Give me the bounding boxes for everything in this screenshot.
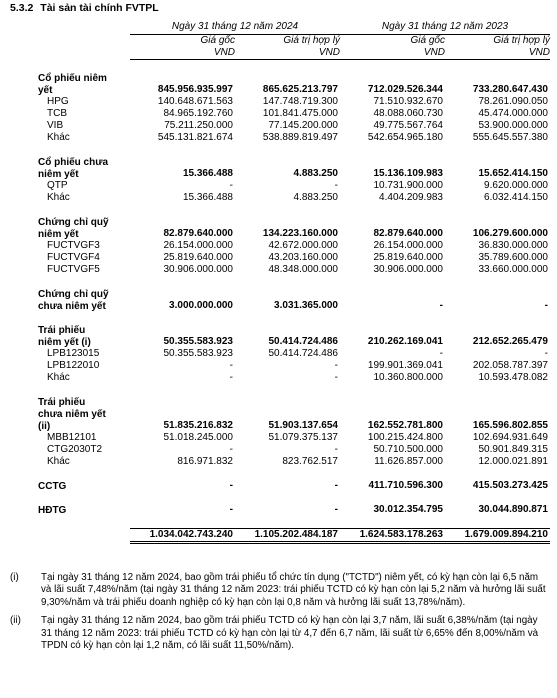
spacer-cell bbox=[38, 492, 550, 504]
item-value: - bbox=[334, 372, 338, 383]
header-date-row bbox=[38, 21, 550, 35]
group-value: 106.279.600.000 bbox=[472, 228, 548, 239]
group-value: 51.835.216.832 bbox=[163, 420, 233, 431]
note-marker: (i) bbox=[10, 572, 19, 583]
item-value: 10.360.800.000 bbox=[373, 372, 443, 383]
group-row bbox=[38, 504, 550, 516]
item-value: 100.215.424.800 bbox=[367, 432, 443, 443]
group-label-line: niêm yết bbox=[38, 229, 79, 240]
item-row bbox=[38, 444, 550, 456]
header-fair-2024: Giá trị hợp lý bbox=[283, 35, 340, 46]
group-value: 415.503.273.425 bbox=[472, 480, 548, 491]
group-value: - bbox=[229, 504, 233, 515]
group-value: 3.000.000.000 bbox=[169, 300, 233, 311]
group-value: 411.710.596.300 bbox=[368, 480, 443, 491]
item-value: 26.154.000.000 bbox=[163, 240, 233, 251]
section-number: 5.3.2 bbox=[10, 2, 34, 14]
group-label-row bbox=[38, 216, 550, 228]
row-spacer bbox=[38, 144, 550, 156]
group-value: - bbox=[229, 480, 233, 491]
item-value: - bbox=[334, 180, 338, 191]
group-value: 50.414.724.486 bbox=[268, 336, 338, 347]
item-row bbox=[38, 456, 550, 468]
row-spacer bbox=[38, 468, 550, 480]
note-item bbox=[10, 615, 550, 652]
header-unit: VND bbox=[445, 47, 550, 60]
item-value: - bbox=[229, 180, 233, 191]
item-label: Khác bbox=[47, 192, 70, 203]
group-row bbox=[38, 84, 550, 96]
total-row bbox=[38, 529, 550, 543]
item-value: 26.154.000.000 bbox=[373, 240, 443, 251]
item-value: 9.620.000.000 bbox=[484, 180, 548, 191]
item-value: 538.889.819.497 bbox=[262, 132, 338, 143]
item-value: 50.414.724.486 bbox=[268, 348, 338, 359]
row-spacer bbox=[38, 492, 550, 504]
group-value: - bbox=[544, 300, 548, 311]
item-row bbox=[38, 108, 550, 120]
total-value: 1.624.583.178.263 bbox=[340, 529, 445, 543]
group-row bbox=[38, 228, 550, 240]
empty-cell bbox=[340, 288, 445, 300]
group-value: 15.136.109.983 bbox=[373, 168, 443, 179]
empty-cell bbox=[130, 156, 235, 168]
item-label: VIB bbox=[47, 120, 64, 131]
item-value: 140.648.671.563 bbox=[157, 96, 233, 107]
item-value: 11.626.857.000 bbox=[374, 456, 443, 467]
group-value: 210.262.169.041 bbox=[367, 336, 443, 347]
item-value: 49.775.567.764 bbox=[373, 120, 443, 131]
empty-cell bbox=[340, 396, 445, 408]
empty-cell bbox=[340, 156, 445, 168]
group-value: 865.625.213.797 bbox=[262, 84, 338, 95]
empty-cell bbox=[235, 324, 340, 336]
item-value: 10.731.900.000 bbox=[373, 180, 443, 191]
spacer-cell bbox=[38, 516, 550, 529]
item-label: Khác bbox=[47, 132, 70, 143]
group-label-line: niêm yết (i) bbox=[38, 337, 91, 348]
group-value: - bbox=[439, 300, 443, 311]
section-title-text: Tài sản tài chính FVTPL bbox=[40, 2, 159, 14]
empty-cell bbox=[130, 288, 235, 300]
item-label: CTG2030T2 bbox=[47, 444, 103, 455]
group-row bbox=[38, 168, 550, 180]
item-row bbox=[38, 120, 550, 132]
empty-cell bbox=[445, 396, 550, 408]
item-value: 50.355.583.923 bbox=[163, 348, 233, 359]
item-label: QTP bbox=[47, 180, 68, 191]
item-label: TCB bbox=[47, 108, 67, 119]
item-value: 6.032.414.150 bbox=[484, 192, 548, 203]
item-value: - bbox=[334, 444, 338, 455]
item-value: 15.366.488 bbox=[182, 192, 233, 203]
empty-cell bbox=[235, 396, 340, 408]
item-value: 36.830.000.000 bbox=[478, 240, 548, 251]
spacer-cell bbox=[38, 60, 550, 73]
group-label-row bbox=[38, 288, 550, 300]
group-label-row bbox=[38, 156, 550, 168]
item-row bbox=[38, 360, 550, 372]
item-value: 71.510.932.670 bbox=[373, 96, 443, 107]
total-label-empty bbox=[38, 529, 130, 543]
group-value: 4.883.250 bbox=[293, 168, 338, 179]
item-value: 545.131.821.674 bbox=[157, 132, 233, 143]
empty-cell bbox=[445, 324, 550, 336]
total-value: 1.679.009.894.210 bbox=[445, 529, 550, 543]
group-value: 3.031.365.000 bbox=[274, 300, 338, 311]
item-value: 51.018.245.000 bbox=[163, 432, 233, 443]
empty-cell bbox=[445, 216, 550, 228]
group-label-line: Trái phiếu bbox=[38, 397, 86, 408]
group-label-line: (ii) bbox=[38, 421, 51, 432]
spacer-cell bbox=[38, 276, 550, 288]
section-title bbox=[10, 2, 159, 14]
item-value: 48.348.000.000 bbox=[268, 264, 338, 275]
item-row bbox=[38, 96, 550, 108]
item-row bbox=[38, 348, 550, 360]
header-cost-2024: Giá gốc bbox=[200, 35, 235, 46]
item-value: 4.883.250 bbox=[293, 192, 338, 203]
header-label-row bbox=[38, 35, 550, 48]
empty-cell bbox=[235, 72, 340, 84]
item-row bbox=[38, 132, 550, 144]
group-value: 712.029.526.344 bbox=[367, 84, 443, 95]
item-value: 12.000.021.891 bbox=[478, 456, 548, 467]
header-date-2023: Ngày 31 tháng 12 năm 2023 bbox=[340, 21, 550, 35]
spacer-cell bbox=[38, 144, 550, 156]
item-label: Khác bbox=[47, 372, 70, 383]
group-label-row bbox=[38, 408, 550, 420]
note-marker: (ii) bbox=[10, 615, 21, 627]
group-value: 82.879.640.000 bbox=[373, 228, 443, 239]
empty-cell bbox=[130, 216, 235, 228]
empty-cell bbox=[130, 72, 235, 84]
group-value: 15.366.488 bbox=[182, 168, 233, 179]
empty-cell bbox=[445, 156, 550, 168]
group-value: 50.355.583.923 bbox=[163, 336, 233, 347]
group-value: 845.956.935.997 bbox=[157, 84, 233, 95]
group-value: 30.044.890.871 bbox=[478, 504, 548, 515]
group-value: 82.879.640.000 bbox=[163, 228, 233, 239]
item-value: - bbox=[334, 360, 338, 371]
row-spacer bbox=[38, 516, 550, 529]
note-text: Tại ngày 31 tháng 12 năm 2024, bao gồm trái phiếu tổ chức tín dụng ("TCTD") niêm yết, có kỳ hạn còn lại 6,5 năm và lãi suất 7,48%/năm (tại ngày 31 tháng 12 năm 2023: trái phiếu TCTD có kỳ hạn còn lại 5,2 năm và hưởng lãi suất 9,30%/năm và trái phiếu doanh nghiệp có kỳ hạn còn lại 0,8 năm và hưởng lãi suất 13,78%/năm). bbox=[41, 572, 546, 608]
empty-cell bbox=[235, 288, 340, 300]
note-item bbox=[10, 572, 550, 609]
group-label-row bbox=[38, 72, 550, 84]
item-label: FUCTVGF5 bbox=[47, 264, 100, 275]
empty-cell bbox=[130, 408, 235, 420]
item-row bbox=[38, 252, 550, 264]
item-value: - bbox=[229, 444, 233, 455]
item-row bbox=[38, 432, 550, 444]
item-value: 77.145.200.000 bbox=[268, 120, 338, 131]
item-value: 147.748.719.300 bbox=[262, 96, 338, 107]
item-row bbox=[38, 264, 550, 276]
group-label-line: CCTG bbox=[38, 481, 67, 492]
group-label-line: niêm yết bbox=[38, 169, 79, 180]
group-value: 30.012.354.795 bbox=[373, 504, 443, 515]
row-spacer bbox=[38, 60, 550, 73]
item-value: 816.971.832 bbox=[177, 456, 233, 467]
empty-cell bbox=[445, 288, 550, 300]
group-row bbox=[38, 480, 550, 492]
item-value: 10.593.478.082 bbox=[478, 372, 548, 383]
row-spacer bbox=[38, 312, 550, 324]
item-value: 202.058.787.397 bbox=[472, 360, 548, 371]
item-label: Khác bbox=[47, 456, 70, 467]
item-value: 84.965.192.760 bbox=[163, 108, 233, 119]
header-unit-row bbox=[38, 47, 550, 60]
empty-cell bbox=[235, 156, 340, 168]
empty-cell bbox=[340, 324, 445, 336]
group-row bbox=[38, 420, 550, 432]
empty-cell bbox=[340, 72, 445, 84]
row-spacer bbox=[38, 276, 550, 288]
item-value: 51.079.375.137 bbox=[268, 432, 338, 443]
group-value: 51.903.137.654 bbox=[268, 420, 338, 431]
item-value: 199.901.369.041 bbox=[367, 360, 443, 371]
header-unit: VND bbox=[340, 47, 445, 60]
header-date-2024: Ngày 31 tháng 12 năm 2024 bbox=[130, 21, 340, 35]
group-label-line: Chứng chỉ quỹ bbox=[38, 217, 109, 228]
group-value: - bbox=[334, 504, 338, 515]
item-value: 42.672.000.000 bbox=[268, 240, 338, 251]
item-value: 75.211.250.000 bbox=[164, 120, 233, 131]
item-label: MBB12101 bbox=[47, 432, 97, 443]
note-text: Tại ngày 31 tháng 12 năm 2024, bao gồm trái phiếu TCTD có kỳ hạn còn lại 3,7 năm, lãi suất 6,38%/năm (tại ngày 31 tháng 12 năm 2023: trái phiếu TCTD có kỳ hạn còn lại từ 4,7 đến 6,7 năm, lãi suất từ 6,65% đến 8,00%/năm và TPDN có kỳ hạn còn lại 1,2 năm, có lãi suất 11,50%/năm). bbox=[41, 615, 539, 652]
group-value: 162.552.781.800 bbox=[367, 420, 443, 431]
row-spacer bbox=[38, 384, 550, 396]
group-label-line: yết bbox=[38, 85, 53, 96]
item-value: 102.694.931.649 bbox=[472, 432, 548, 443]
group-label-line: Trái phiếu bbox=[38, 325, 86, 336]
group-row bbox=[38, 336, 550, 348]
header-unit: VND bbox=[130, 47, 235, 60]
item-label: FUCTVGF3 bbox=[47, 240, 100, 251]
item-value: 25.819.640.000 bbox=[163, 252, 233, 263]
group-row bbox=[38, 300, 550, 312]
spacer-cell bbox=[38, 204, 550, 216]
item-value: 823.762.517 bbox=[282, 456, 338, 467]
item-value: 35.789.600.000 bbox=[478, 252, 548, 263]
item-value: - bbox=[439, 348, 443, 359]
header-unit: VND bbox=[235, 47, 340, 60]
group-value: 733.280.647.430 bbox=[472, 84, 548, 95]
row-spacer bbox=[38, 204, 550, 216]
total-value: 1.105.202.484.187 bbox=[235, 529, 340, 543]
item-value: 101.841.475.000 bbox=[262, 108, 338, 119]
item-value: 50.710.500.000 bbox=[373, 444, 443, 455]
header-fair-2023: Giá trị hợp lý bbox=[493, 35, 550, 46]
item-row bbox=[38, 192, 550, 204]
item-value: 30.906.000.000 bbox=[163, 264, 233, 275]
group-label-line: Chứng chỉ quỹ bbox=[38, 289, 109, 300]
notes bbox=[10, 572, 550, 658]
group-value: 134.223.160.000 bbox=[262, 228, 338, 239]
group-label-row bbox=[38, 396, 550, 408]
item-value: 25.819.640.000 bbox=[373, 252, 443, 263]
group-label-line: HĐTG bbox=[38, 505, 67, 516]
item-label: LPB123015 bbox=[47, 348, 100, 359]
item-value: 33.660.000.000 bbox=[478, 264, 548, 275]
item-value: 542.654.965.180 bbox=[367, 132, 443, 143]
empty-cell bbox=[235, 408, 340, 420]
item-value: - bbox=[544, 348, 548, 359]
empty-cell bbox=[445, 72, 550, 84]
group-label-line: Cổ phiếu chưa bbox=[38, 157, 109, 168]
spacer-cell bbox=[38, 312, 550, 324]
item-value: 50.901.849.315 bbox=[478, 444, 548, 455]
group-value: 165.596.802.855 bbox=[472, 420, 548, 431]
item-label: FUCTVGF4 bbox=[47, 252, 100, 263]
item-value: - bbox=[229, 372, 233, 383]
group-value: 212.652.265.479 bbox=[472, 336, 548, 347]
empty-cell bbox=[340, 216, 445, 228]
item-value: 555.645.557.380 bbox=[472, 132, 548, 143]
item-value: - bbox=[229, 360, 233, 371]
spacer-cell bbox=[38, 384, 550, 396]
empty-cell bbox=[235, 216, 340, 228]
item-value: 53.900.000.000 bbox=[478, 120, 548, 131]
empty-cell bbox=[340, 408, 445, 420]
item-value: 4.404.209.983 bbox=[379, 192, 443, 203]
item-label: HPG bbox=[47, 96, 69, 107]
item-label: LPB122010 bbox=[47, 360, 100, 371]
empty-cell bbox=[445, 408, 550, 420]
group-label-row bbox=[38, 324, 550, 336]
item-value: 48.088.060.730 bbox=[373, 108, 443, 119]
item-row bbox=[38, 180, 550, 192]
item-value: 45.474.000.000 bbox=[478, 108, 548, 119]
item-value: 43.203.160.000 bbox=[268, 252, 338, 263]
spacer-cell bbox=[38, 468, 550, 480]
group-label-line: chưa niêm yết bbox=[38, 301, 106, 312]
item-row bbox=[38, 240, 550, 252]
item-value: 78.261.090.050 bbox=[478, 96, 548, 107]
group-label-line: Cổ phiếu niêm bbox=[38, 73, 107, 84]
total-value: 1.034.042.743.240 bbox=[130, 529, 235, 543]
empty-cell bbox=[130, 324, 235, 336]
group-value: - bbox=[334, 480, 338, 491]
group-label-line: chưa niêm yết bbox=[38, 409, 106, 420]
group-value: 15.652.414.150 bbox=[478, 168, 548, 179]
fvtpl-table bbox=[38, 21, 550, 544]
item-row bbox=[38, 372, 550, 384]
empty-cell bbox=[130, 396, 235, 408]
header-cost-2023: Giá gốc bbox=[410, 35, 445, 46]
item-value: 30.906.000.000 bbox=[373, 264, 443, 275]
